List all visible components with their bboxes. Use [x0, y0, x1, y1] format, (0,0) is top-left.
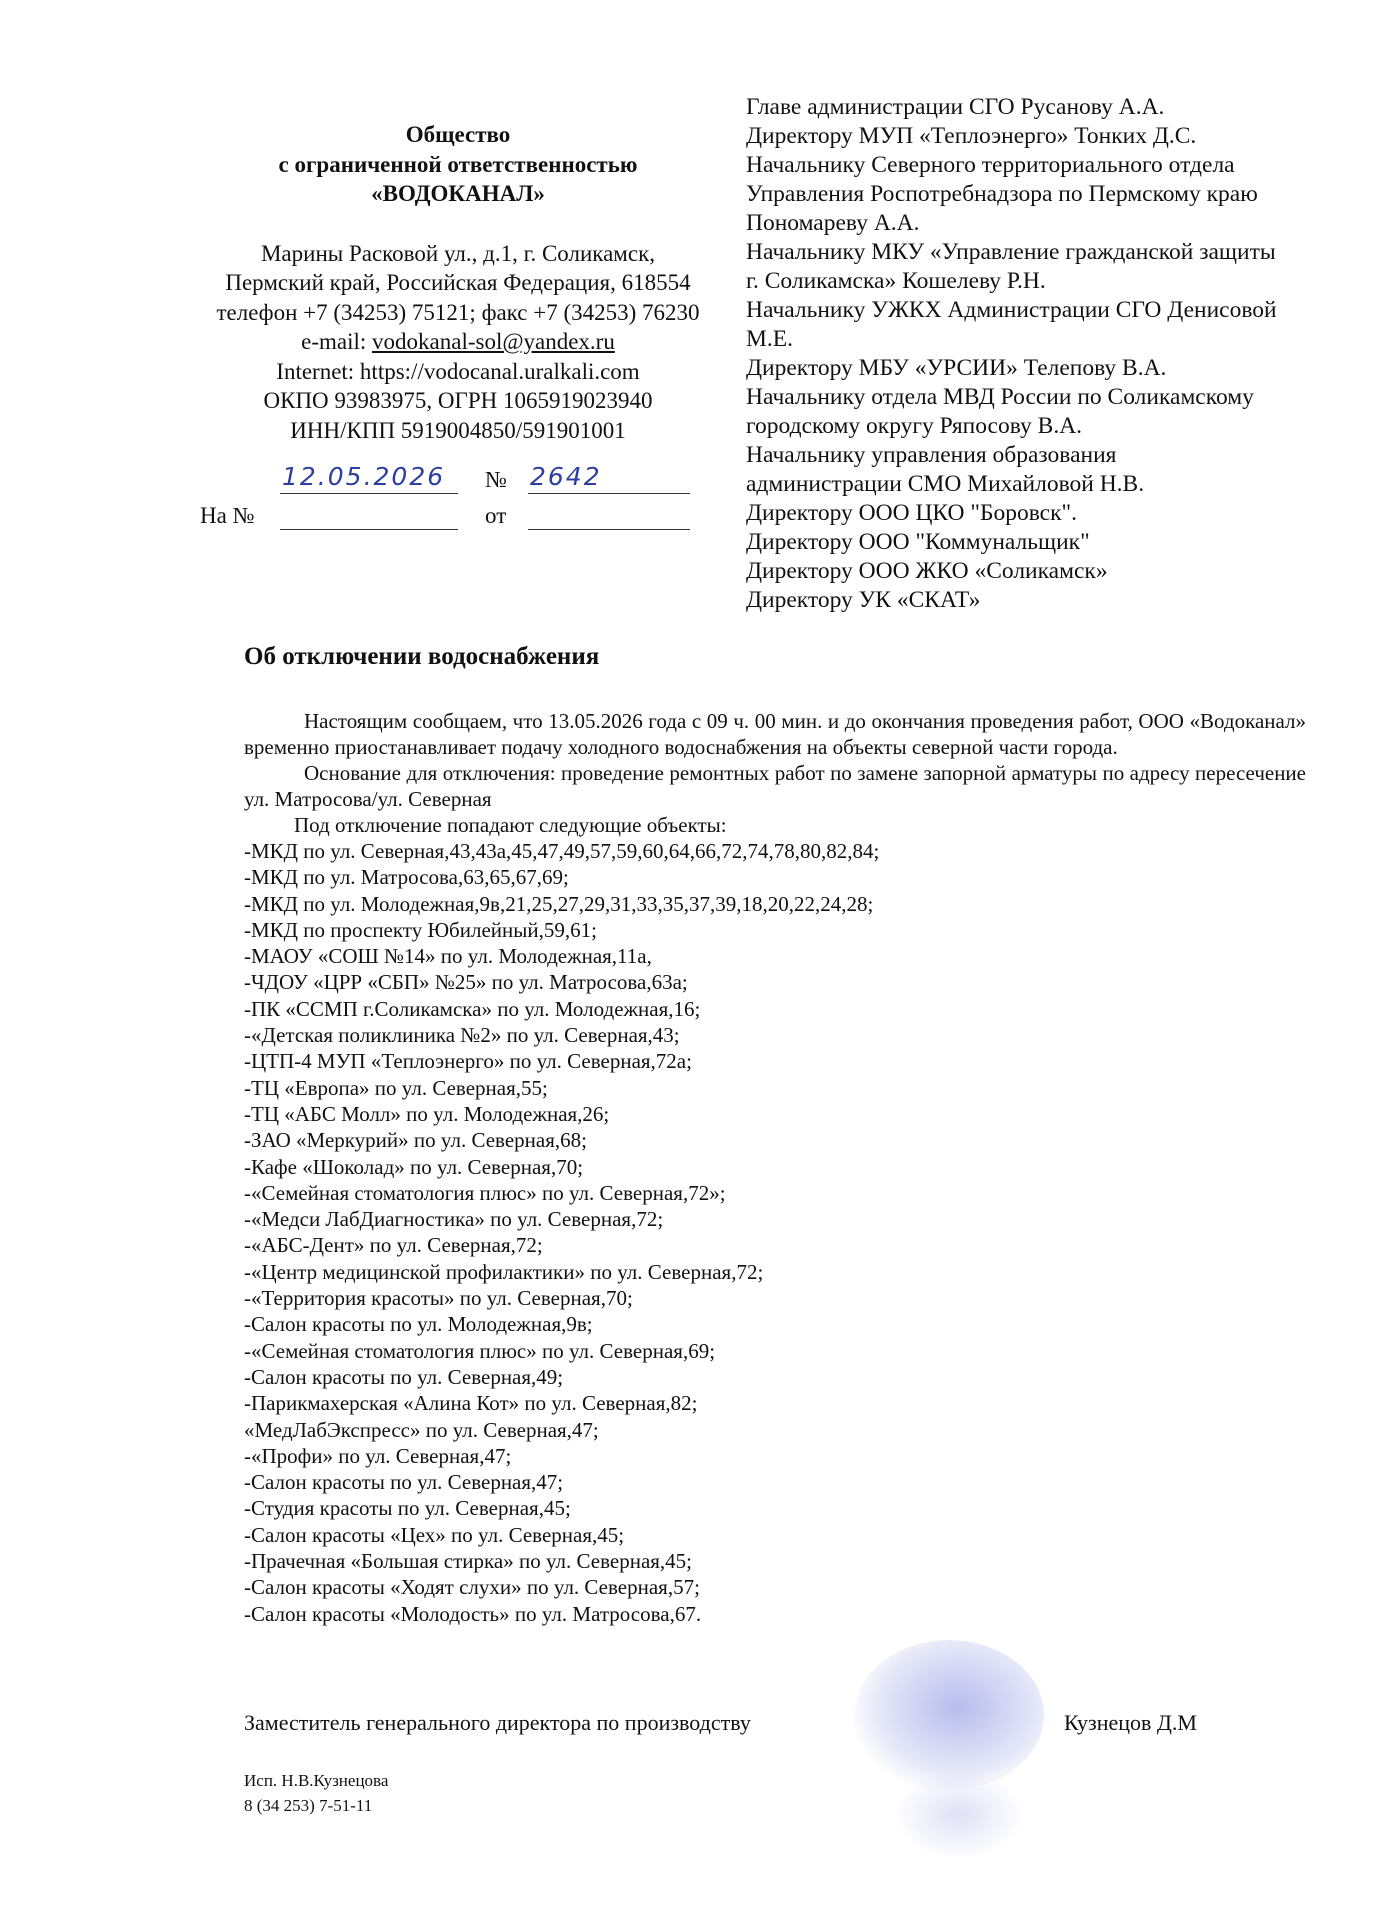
recipients-list	[746, 93, 1346, 615]
object-item: -«Семейная стоматология плюс» по ул. Северная,72»;	[244, 1180, 726, 1205]
object-item: -Парикмахерская «Алина Кот» по ул. Северная,82;	[244, 1391, 698, 1416]
recipient-line: Директору ООО ЦКО "Боровск".	[746, 500, 1077, 526]
paragraph-notice: Настоящим сообщаем, что 13.05.2026 года с 09 ч. 00 мин. и до окончания проведения работ, ООО «Водоканал» временно приостанавливает подачу холодного водоснабжения на объекты северной части города.	[244, 709, 1306, 759]
object-item: -ЗАО «Меркурий» по ул. Северная,68;	[244, 1128, 587, 1153]
object-item: -Студия красоты по ул. Северная,45;	[244, 1496, 571, 1521]
paragraph-reason: Основание для отключения: проведение ремонтных работ по замене запорной арматуры по адресу пересечение ул. Матросова/ул. Северная	[244, 761, 1306, 811]
object-item: -Салон красоты по ул. Северная,47;	[244, 1470, 564, 1495]
object-item: -МКД по ул. Северная,43,43а,45,47,49,57,59,60,64,66,72,74,78,80,82,84;	[244, 839, 880, 863]
signer-name: Кузнецов Д.М	[1064, 1710, 1197, 1735]
letter-body	[244, 708, 1306, 1627]
subject-heading: Об отключении водоснабжения	[244, 643, 600, 670]
object-item: -Салон красоты по ул. Северная,49;	[244, 1364, 564, 1389]
recipient-line: Управления Роспотребнадзора по Пермскому краю	[746, 181, 1258, 207]
object-item: -МАОУ «СОШ №14» по ул. Молодежная,11а,	[244, 944, 652, 969]
recipient-line: Пономареву А.А.	[746, 210, 920, 236]
address-line2: Пермский край, Российская Федерация, 618554	[225, 270, 691, 295]
org-name-line2: с ограниченной ответственностью	[278, 151, 638, 177]
recipient-line: Директору УК «СКАТ»	[746, 587, 981, 613]
org-name-line1: Общество	[405, 122, 511, 147]
object-item: -МКД по ул. Молодежная,9в,21,25,27,29,31,33,35,37,39,18,20,22,24,28;	[244, 891, 874, 916]
executor-phone: 8 (34 253) 7-51-11	[244, 1796, 373, 1815]
object-item: -Кафе «Шоколад» по ул. Северная,70;	[244, 1154, 584, 1179]
email-line	[178, 327, 738, 357]
recipient-line: городскому округу Ряпосову В.А.	[746, 413, 1083, 439]
signer-title: Заместитель генерального директора по производству	[244, 1710, 751, 1735]
object-item: -«Центр медицинской профилактики» по ул. Северная,72;	[244, 1259, 764, 1284]
org-name-line3: «ВОДОКАНАЛ»	[371, 181, 545, 206]
email-prefix: e-mail:	[301, 329, 373, 354]
recipient-line: М.Е.	[746, 326, 793, 352]
outgoing-number-row	[200, 462, 720, 495]
phone-line: телефон +7 (34253) 75121; факс +7 (34253) 76230	[216, 299, 700, 325]
recipient-line: г. Соликамска» Кошелеву Р.Н.	[746, 268, 1046, 294]
object-item: -Салон красоты «Цех» по ул. Северная,45;	[244, 1522, 625, 1547]
object-item: -«АБС-Дент» по ул. Северная,72;	[244, 1233, 543, 1258]
blurred-signature-trail	[894, 1770, 1024, 1860]
recipient-line: Начальнику УЖКХ Администрации СГО Денисовой	[746, 297, 1277, 323]
object-item: -ТЦ «АБС Молл» по ул. Молодежная,26;	[244, 1101, 610, 1126]
object-item: -ЦТП-4 МУП «Теплоэнерго» по ул. Северная,72а;	[244, 1049, 692, 1074]
object-item: -Салон красоты по ул. Молодежная,9в;	[244, 1312, 593, 1337]
object-item: -«Профи» по ул. Северная,47;	[244, 1443, 512, 1468]
object-item: -Прачечная «Большая стирка» по ул. Северная,45;	[244, 1549, 693, 1574]
object-item: -«Семейная стоматология плюс» по ул. Северная,69;	[244, 1338, 716, 1363]
recipient-line: Начальнику МКУ «Управление гражданской защиты	[746, 239, 1276, 265]
recipient-line: администрации СМО Михайловой Н.В.	[746, 471, 1145, 497]
handwritten-number: 2642	[530, 462, 602, 491]
email-link[interactable]: vodokanal-sol@yandex.ru	[372, 329, 615, 354]
recipient-line: Директору МБУ «УРСИИ» Телепову В.А.	[746, 355, 1167, 381]
recipient-line: Директору МУП «Теплоэнерго» Тонких Д.С.	[746, 123, 1197, 149]
object-item: -ТЦ «Европа» по ул. Северная,55;	[244, 1075, 548, 1100]
number-sign: №	[485, 467, 507, 492]
inn-kpp-line: ИНН/КПП 5919004850/591901001	[290, 417, 626, 443]
ref-date-line	[528, 501, 690, 530]
recipient-line: Директору ООО ЖКО «Соликамск»	[746, 558, 1108, 584]
recipient-line: Главе администрации СГО Русанову А.А.	[746, 94, 1165, 120]
object-item: -«Детская поликлиника №2» по ул. Северная,43;	[244, 1023, 680, 1048]
okpo-ogrn-line: ОКПО 93983975, ОГРН 1065919023940	[263, 388, 653, 413]
object-item: -МКД по ул. Матросова,63,65,67,69;	[244, 865, 569, 890]
object-item: -«Территория красоты» по ул. Северная,70;	[244, 1286, 633, 1311]
object-item: -ПК «ССМП г.Соликамска» по ул. Молодежная,16;	[244, 996, 701, 1021]
blurred-signature	[854, 1640, 1044, 1790]
recipient-line: Начальнику управления образования	[746, 442, 1117, 468]
object-item: «МедЛабЭкспресс» по ул. Северная,47;	[244, 1417, 599, 1442]
executor-block	[244, 1768, 388, 1818]
internet-line: Internet: https://vodocanal.uralkali.com	[276, 358, 640, 384]
ref-number-line	[280, 501, 458, 530]
object-item: -Салон красоты «Молодость» по ул. Матросова,67.	[244, 1601, 702, 1626]
executor-name: Исп. Н.В.Кузнецова	[244, 1771, 389, 1790]
handwritten-date: 12.05.2026	[282, 462, 446, 491]
recipient-line: Директору ООО "Коммунальщик"	[746, 529, 1090, 555]
objects-intro: Под отключение попадают следующие объекты:	[294, 813, 727, 837]
object-item: -МКД по проспекту Юбилейный,59,61;	[244, 917, 597, 942]
object-item: -ЧДОУ «ЦРР «СБП» №25» по ул. Матросова,63а;	[244, 970, 688, 995]
ref-from-label: от	[485, 503, 507, 528]
address-line1: Марины Расковой ул., д.1, г. Соликамск,	[260, 240, 655, 266]
letterhead	[178, 120, 738, 445]
objects-list	[244, 838, 1306, 1627]
ref-label: На №	[200, 503, 255, 528]
object-item: -Салон красоты «Ходят слухи» по ул. Северная,57;	[244, 1575, 700, 1600]
signature-block	[244, 1710, 1244, 1750]
object-item: -«Медси ЛабДиагностика» по ул. Северная,72;	[244, 1207, 664, 1232]
registration-block	[200, 462, 720, 535]
recipient-line: Начальнику Северного территориального отдела	[746, 152, 1235, 178]
reference-row	[200, 501, 720, 531]
recipient-line: Начальнику отдела МВД России по Соликамскому	[746, 384, 1254, 410]
